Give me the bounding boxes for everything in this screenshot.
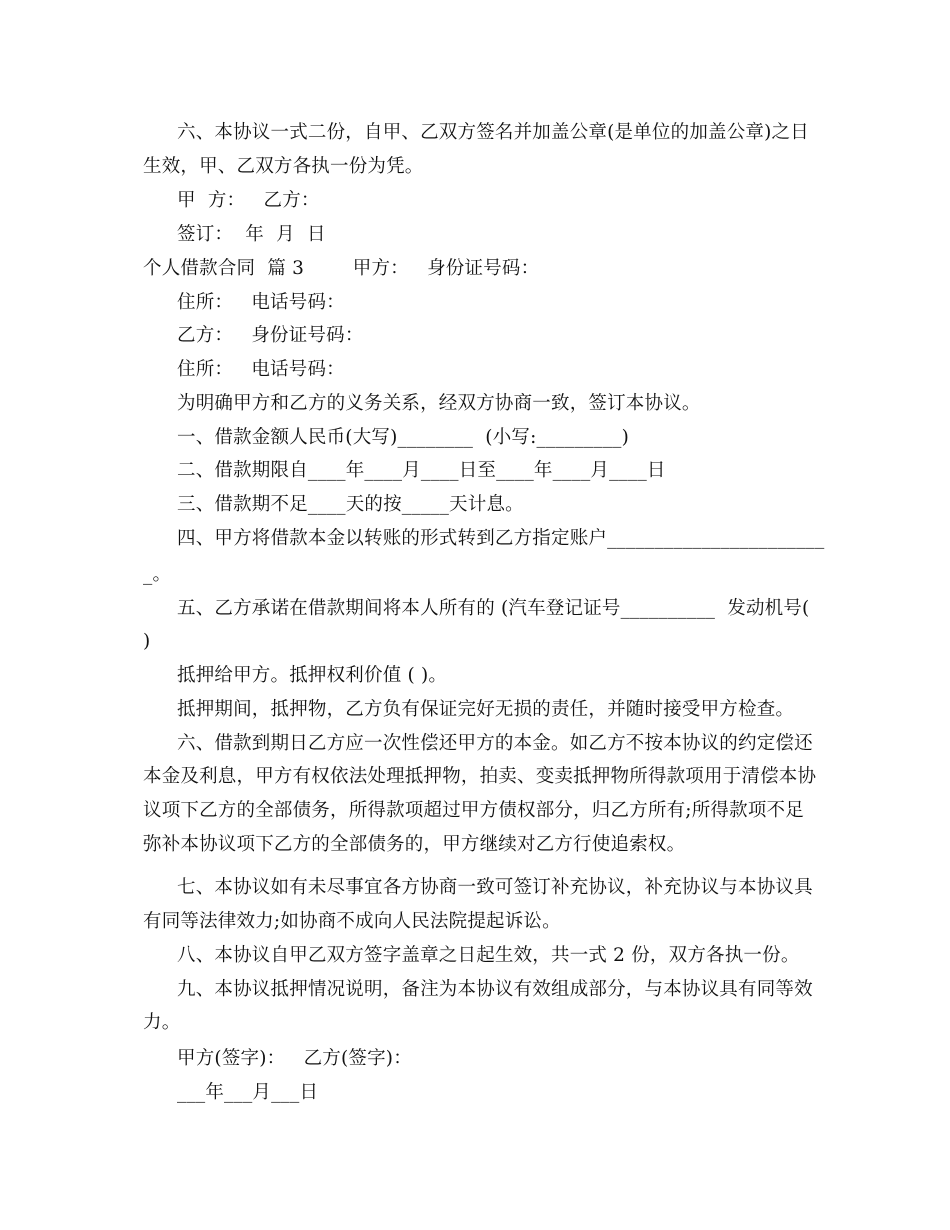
signature-line: 甲方(签字)： 乙方(签字)： <box>177 1048 412 1069</box>
text-line: _。 <box>143 564 172 585</box>
text-line: 弥补本协议项下乙方的全部债务的，甲方继续对乙方行使追索权。 <box>143 834 686 855</box>
section-heading: 个人借款合同 篇 3 甲方： 身份证号码： <box>143 258 540 279</box>
text-line: 有同等法律效力;如协商不成向人民法院提起诉讼。 <box>143 911 561 932</box>
text-line: 议项下乙方的全部债务，所得款项超过甲方债权部分，归乙方所有;所得款项不足 <box>143 800 804 821</box>
text-line: 住所： 电话号码： <box>177 359 345 380</box>
text-line: 三、借款期不足____天的按_____天计息。 <box>177 494 524 515</box>
text-line: 为明确甲方和乙方的义务关系，经双方协商一致，签订本协议。 <box>177 393 701 414</box>
text-line: 本金及利息，甲方有权依法处理抵押物，拍卖、变卖抵押物所得款项用于清偿本协 <box>143 766 817 787</box>
text-line: ) <box>143 631 151 652</box>
text-line: 一、借款金额人民币(大写)________ (小写:_________) <box>177 427 630 448</box>
text-line: 二、借款期限自____年____月____日至____年____月____日 <box>177 460 666 481</box>
text-line: 九、本协议抵押情况说明，备注为本协议有效组成部分，与本协议具有同等效 <box>177 979 813 1000</box>
text-line: 生效，甲、乙双方各执一份为凭。 <box>143 156 424 177</box>
text-line: 签订： 年 月 日 <box>177 224 326 245</box>
date-line: ___年___月___日 <box>177 1082 319 1103</box>
text-line: 抵押期间，抵押物，乙方负有保证完好无损的责任，并随时接受甲方检查。 <box>177 699 795 720</box>
text-line: 甲 方： 乙方： <box>177 190 320 211</box>
text-line: 住所： 电话号码： <box>177 292 345 313</box>
text-line: 八、本协议自甲乙双方签字盖章之日起生效，共一式 2 份，双方各执一份。 <box>177 945 800 966</box>
text-line: 五、乙方承诺在借款期间将本人所有的 (汽车登记证号__________ 发动机号( <box>177 598 810 619</box>
text-line: 六、借款到期日乙方应一次性偿还甲方的本金。如乙方不按本协议的约定偿还 <box>177 733 813 754</box>
text-line: 七、本协议如有未尽事宜各方协商一致可签订补充协议，补充协议与本协议具 <box>177 877 813 898</box>
text-line: 六、本协议一式二份，自甲、乙双方签名并加盖公章(是单位的加盖公章)之日 <box>177 122 809 143</box>
text-line: 力。 <box>143 1012 181 1033</box>
text-line: 四、甲方将借款本金以转账的形式转到乙方指定账户_______________________ <box>177 528 825 549</box>
text-line: 乙方： 身份证号码： <box>177 325 364 346</box>
text-line: 抵押给甲方。抵押权利价值 ( )。 <box>177 665 448 686</box>
